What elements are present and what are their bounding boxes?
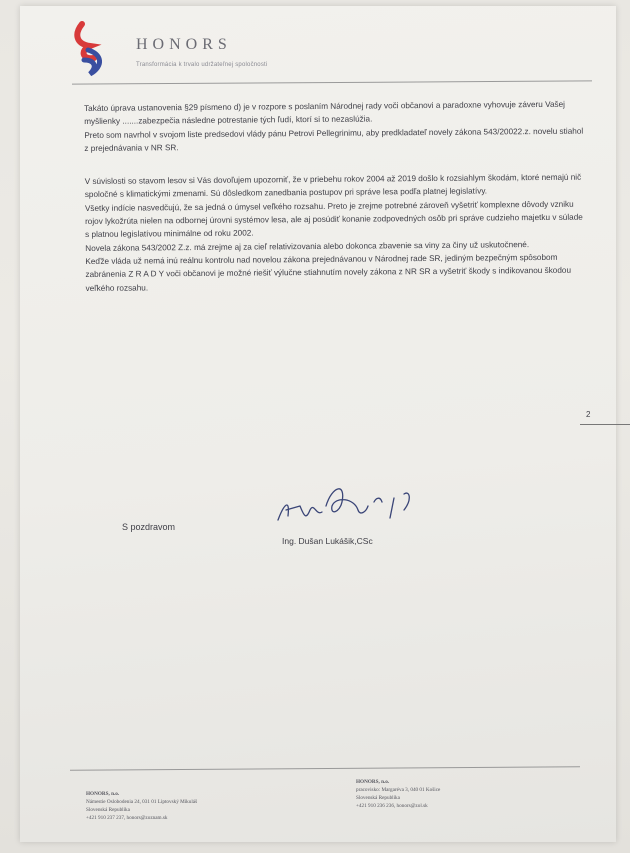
- brand-tagline: Transformácia k trvalo udržateľnej spoločnosti: [136, 62, 268, 68]
- letter-body: [84, 98, 586, 295]
- page-number: 2: [586, 410, 591, 419]
- paragraph: Všetky indície nasvedčujú, že sa jedná o úmysel veľkého rozsahu. Preto je zrejme potrebné zároveň vyšetriť komplexne dôvody vzniku rojov lykožrúta nielen na odbornej úrovni systémov lesa, ale aj posúdiť konanie zodpovedných osôb pri správe cudzieho majetku v súlade s platnou legislatívou minimálne od roku 2002.: [84, 199, 583, 240]
- page-number-rule: [580, 424, 630, 425]
- paragraph: V súvislosti so stavom lesov si Vás dovoľujem upozorniť, že v priebehu rokov 2004 až 2019 došlo k rozsiahlym škodám, ktoré nemajú nič spoločné s klimatickými zmenami. Sú dôsledkom zanedbania postupov pri správe lesa podľa platnej legislatívy.: [84, 172, 582, 200]
- footer-divider: [70, 766, 580, 771]
- closing-greeting: S pozdravom: [122, 522, 176, 532]
- paragraph: Novela zákona 543/2002 Z.z. má zrejme aj za cieľ relativizovania alebo dokonca zbavenie sa viny za činy už uskutočnené.: [85, 239, 530, 253]
- footer-contact: +421 910 237 237, honors@zoznam.sk: [86, 815, 168, 821]
- signer-name: Ing. Dušan Lukášik,CSc: [282, 536, 373, 546]
- footer-country: Slovenská Republika: [86, 807, 130, 813]
- footer-country: Slovenská Republika: [356, 795, 400, 801]
- handwritten-signature: [270, 476, 440, 536]
- footer-address: pracovisko: Margaréva 3, 040 01 Košice: [356, 787, 441, 793]
- paragraph: Preto som navrhol v svojom liste predsedovi vlády pánu Petrovi Pellegrinimu, aby predkladateľ novely zákona 543/20022.z. novelu stiahol z prejednávania v NR SR.: [84, 126, 584, 153]
- footer-org-name: HONORS, n.o.: [86, 791, 120, 797]
- letter-page: [20, 6, 616, 842]
- brand-name: HONORS: [136, 36, 232, 53]
- footer-address-right: [356, 778, 440, 810]
- paragraph: Keďže vláda už nemá inú reálnu kontrolu nad novelou zákona prejednávanou v Národnej rade SR, jediným bezpečným spôsobom zabránenia Z R A D Y voči občanovi je možné riešiť výlučne stiahnutím novely zákona z NR SR a vyšetriť škody s indikovanou škodou veľkého rozsahu.: [85, 252, 572, 293]
- footer-address: Námestie Oslobodenia 24, 031 01 Liptovský Mikuláš: [86, 799, 198, 805]
- paragraph: Takáto úprava ustanovenia §29 písmeno d) je v rozpore s poslaním Národnej rady voči občanovi a paradoxne vyhovuje záveru Vašej myšlienky .......zabezpečia následne potrestanie tých ľudí, ktorí si to nezaslúžia.: [84, 99, 565, 127]
- footer-org-name: HONORS, n.o.: [356, 779, 390, 785]
- footer-contact: +421 910 236 236, honors@zol.sk: [356, 803, 428, 809]
- footer-address-left: [86, 790, 197, 822]
- header-divider: [72, 80, 592, 84]
- honors-logo-icon: [68, 20, 108, 82]
